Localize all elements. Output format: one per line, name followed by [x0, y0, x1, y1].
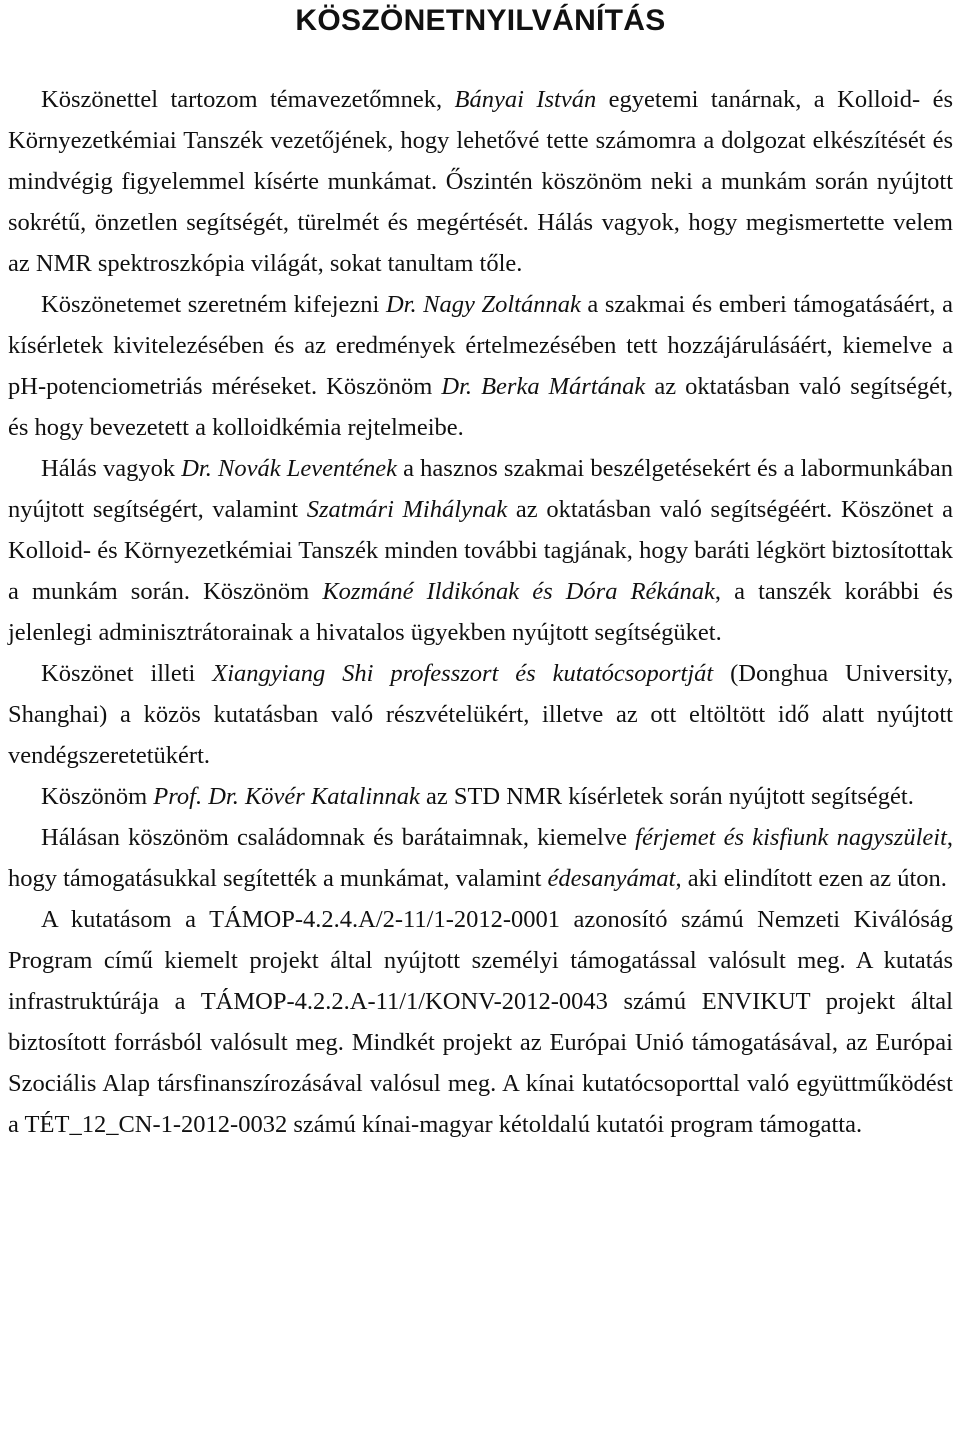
text-run: Köszönetemet szeretném kifejezni — [41, 291, 386, 318]
italic-name-run: Prof. Dr. Kövér Katalinnak — [153, 783, 420, 810]
text-run: egyetemi tanárnak, a Kolloid- és Környezetkémiai Tanszék vezetőjének, hogy lehetővé tette számomra a dolgozat elkészítését és mindvégig figyelemmel kísérte munkámat. Őszintén köszönöm neki a munkám során nyújtott sokrétű, önzetlen segítségét, türelmét és megértését. Hálás vagyok, hogy megismertette velem az NMR spektroszkópia világát, sokat tanultam tőle. — [8, 86, 953, 277]
italic-name-run: Kozmáné Ildikónak és Dóra Rékának — [322, 578, 715, 605]
acknowledgment-paragraph — [8, 776, 953, 817]
text-run: A kutatásom a TÁMOP-4.2.4.A/2-11/1-2012-0001 azonosító számú Nemzeti Kiválóság Program című kiemelt projekt által nyújtott személyi támogatással valósult meg. A kutatás infrastruktúrája a TÁMOP-4.2.2.A-11/1/KONV-2012-0043 számú ENVIKUT projekt által biztosított forrásból valósult meg. Mindkét projekt az Európai Unió támogatásával, az Európai Szociális Alap társfinanszírozásával valósul meg. A kínai kutatócsoporttal való együttműködést a TÉT_12_CN-1-2012-0032 számú kínai-magyar kétoldalú kutatói program támogatta. — [8, 906, 953, 1138]
acknowledgment-paragraph — [8, 817, 953, 899]
italic-name-run: Dr. Berka Mártának — [441, 373, 646, 400]
page-title: KÖSZÖNETNYILVÁNÍTÁS — [295, 4, 666, 37]
italic-name-run: Bányai István — [454, 86, 597, 113]
text-run: Köszönet illeti — [41, 660, 213, 687]
italic-name-run: férjemet és kisfiunk nagyszüleit — [635, 824, 947, 851]
text-run: a hasznos szakmai beszélgetésekért és a labormunkában nyújtott segítségért, valamint — [8, 455, 953, 523]
text-run: , hogy támogatásukkal segítették a munkámat, valamint — [8, 824, 953, 892]
text-run: az STD NMR kísérletek során nyújtott segítségét. — [419, 783, 914, 810]
italic-name-run: Szatmári Mihálynak — [306, 496, 508, 523]
text-run: az oktatásban való segítségéért. Köszönet a Kolloid- és Környezetkémiai Tanszék minden további tagjának, hogy baráti légkört biztosítottak a munkám során. Köszönöm — [8, 496, 953, 605]
italic-name-run: Xiangyiang Shi professzort és kutatócsoportját — [212, 660, 714, 687]
text-run: , a tanszék korábbi és jelenlegi adminisztrátorainak a hivatalos ügyekben nyújtott segítségüket. — [8, 578, 953, 646]
text-run: Hálás vagyok — [41, 455, 182, 482]
text-run: , aki elindított ezen az úton. — [675, 865, 947, 892]
text-run: Köszönöm — [41, 783, 154, 810]
text-run: Hálásan köszönöm családomnak és barátaimnak, kiemelve — [41, 824, 636, 851]
italic-name-run: Dr. Nagy Zoltánnak — [385, 291, 581, 318]
text-run: az oktatásban való segítségét, és hogy bevezetett a kolloidkémia rejtelmeibe. — [8, 373, 953, 441]
acknowledgment-paragraph — [8, 899, 953, 1145]
italic-name-run: Dr. Novák Leventének — [181, 455, 397, 482]
acknowledgment-paragraph — [8, 653, 953, 776]
acknowledgment-paragraph — [8, 284, 953, 448]
acknowledgment-paragraph — [8, 448, 953, 653]
document-body — [8, 79, 953, 1145]
acknowledgment-paragraph — [8, 79, 953, 284]
italic-name-run: édesanyámat — [547, 865, 676, 892]
text-run: Köszönettel tartozom témavezetőmnek, — [41, 86, 455, 113]
text-run: (Donghua University, Shanghai) a közös kutatásban való részvételükért, illetve az ott eltöltött idő alatt nyújtott vendégszeretetükért. — [8, 660, 953, 769]
text-run: a szakmai és emberi támogatásáért, a kísérletek kivitelezésében és az eredmények értelmezésében tett hozzájárulásáért, kiemelve a pH-potenciometriás méréseket. Köszönöm — [8, 291, 954, 400]
